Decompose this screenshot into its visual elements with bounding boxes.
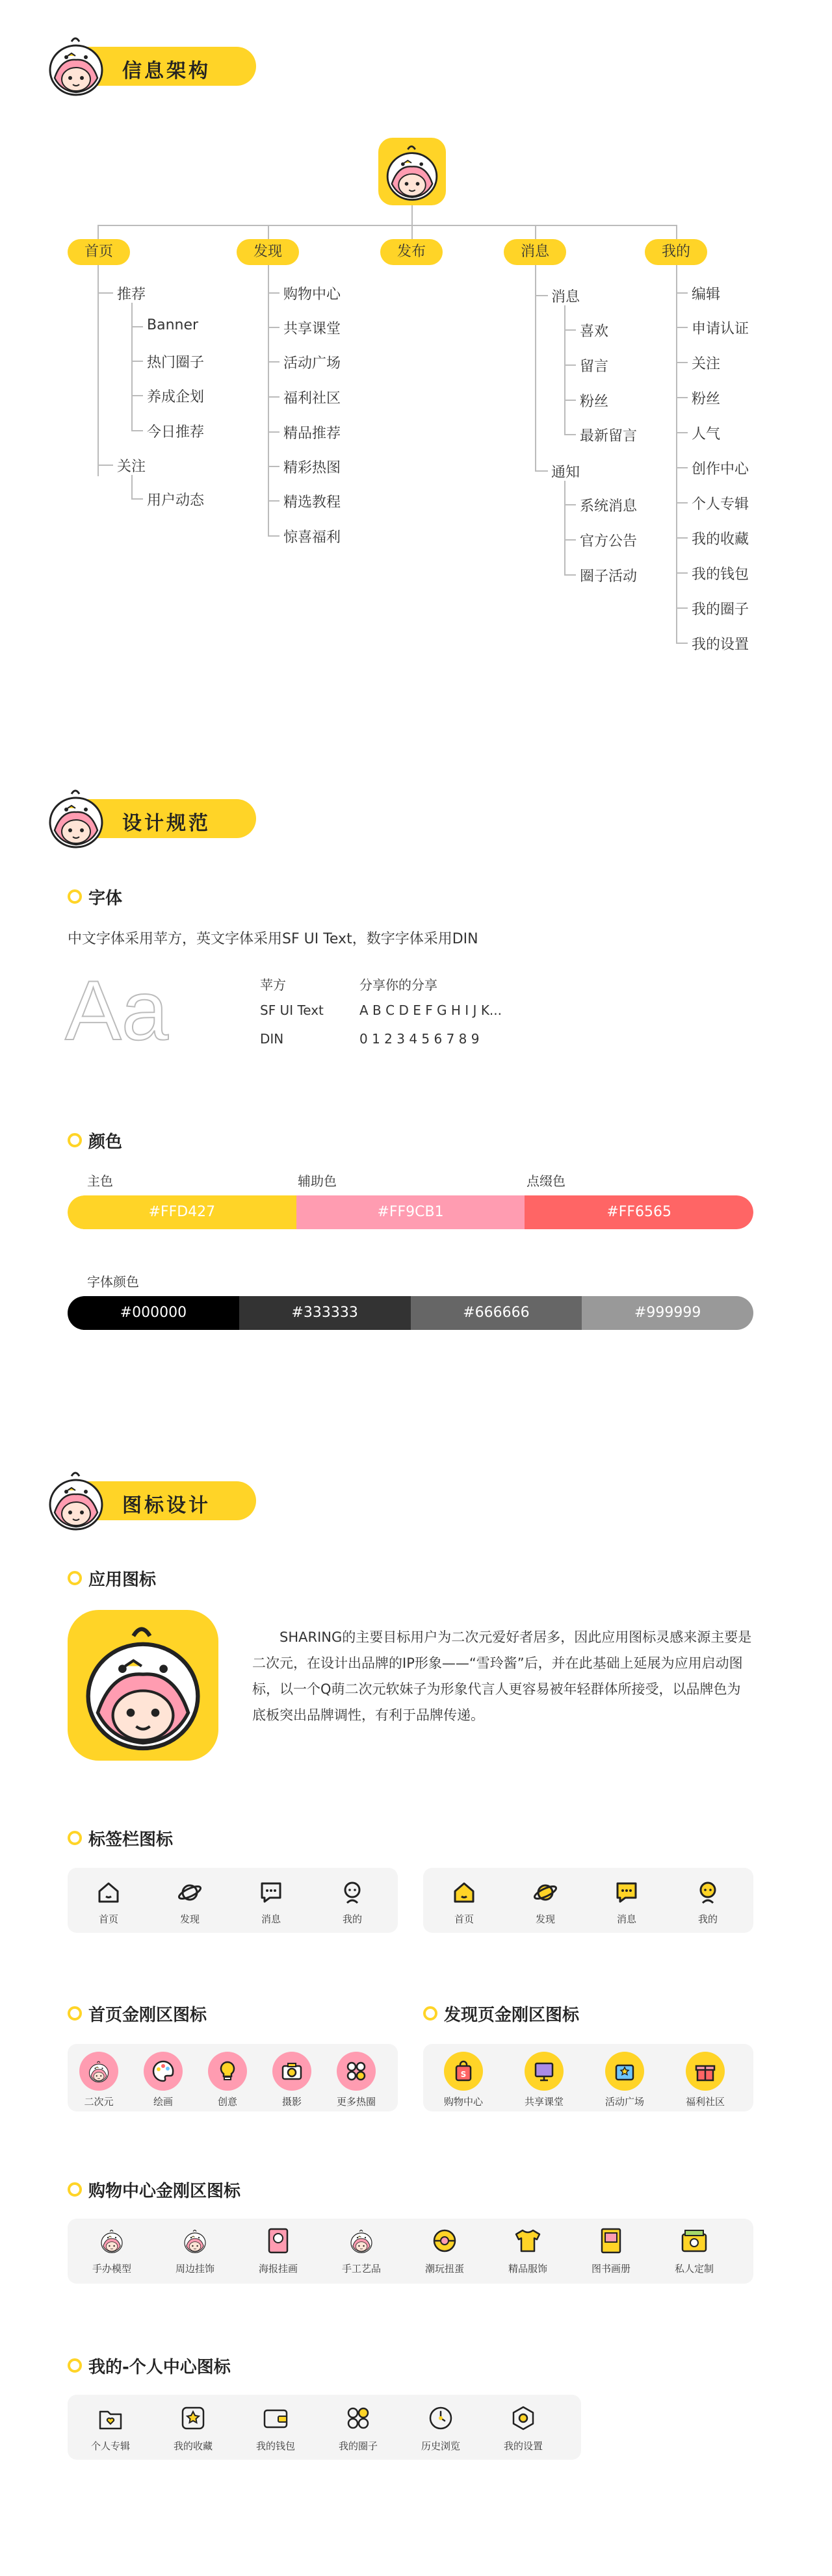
font-sample-aa: Aa — [65, 963, 169, 1058]
tab-label: 发现 — [179, 1913, 200, 1925]
tree-leaf: 养成企划 — [147, 389, 205, 405]
color-label: 点缀色 — [526, 1173, 566, 1189]
color-swatch: #FF6565 — [525, 1195, 753, 1229]
mine-icon-item[interactable] — [167, 2404, 219, 2453]
kingkong-item[interactable] — [169, 2226, 221, 2275]
shop-kingkong-panel — [68, 2219, 753, 2284]
tab-mine[interactable] — [326, 1880, 378, 1926]
bullet-icon — [68, 1571, 82, 1585]
section-title: 信息架构 — [122, 60, 211, 83]
gashapon-icon — [430, 2226, 459, 2255]
kingkong-item[interactable] — [679, 2052, 731, 2108]
mascot-icon — [40, 32, 112, 97]
section-title: 图标设计 — [122, 1494, 211, 1517]
tab-message-active[interactable] — [601, 1880, 653, 1926]
kingkong-item[interactable] — [599, 2052, 651, 2108]
tab-message[interactable] — [245, 1880, 297, 1926]
tree-leaf: 用户动态 — [147, 492, 205, 509]
kingkong-label: 福利社区 — [685, 2096, 725, 2108]
kingkong-label: 手工艺品 — [341, 2263, 381, 2275]
tree-leaf: 粉丝 — [692, 391, 721, 407]
mine-icon-label: 个人专辑 — [90, 2440, 130, 2452]
tree-leaf: 关注 — [117, 459, 146, 475]
album-icon — [96, 2404, 125, 2432]
kingkong-label: 手办模型 — [92, 2263, 131, 2275]
mine-icon-label: 历史浏览 — [421, 2440, 460, 2452]
node-message: 消息 — [504, 239, 566, 265]
tree-leaf: 个人专辑 — [692, 496, 749, 513]
tab-discover[interactable] — [164, 1880, 216, 1926]
app-icon-large — [68, 1610, 218, 1761]
figure-model-icon — [98, 2226, 126, 2255]
settings-hexagon-icon — [509, 2404, 538, 2432]
tab-label: 发现 — [535, 1913, 555, 1925]
color-swatch: #666666 — [411, 1296, 582, 1330]
mascot-icon — [68, 1610, 218, 1761]
tree-leaf: Banner — [147, 317, 199, 333]
mine-icon-item[interactable] — [250, 2404, 302, 2453]
subsection-title: 标签栏图标 — [88, 1830, 174, 1850]
kingkong-item[interactable] — [518, 2052, 570, 2108]
kingkong-label: 海报挂画 — [258, 2263, 298, 2275]
tree-leaf: 官方公告 — [580, 533, 638, 550]
tab-label: 我的 — [697, 1913, 718, 1925]
poster-icon — [264, 2226, 292, 2255]
font-desc: 中文字体采用苹方，英文字体采用SF UI Text，数字字体采用DIN — [68, 931, 478, 947]
kingkong-label: 图书画册 — [591, 2263, 630, 2275]
kingkong-label: 绘画 — [153, 2096, 173, 2108]
tshirt-icon — [514, 2226, 542, 2255]
gift-icon — [686, 2052, 725, 2091]
subsection-title: 首页金刚区图标 — [88, 2006, 207, 2025]
kingkong-item[interactable] — [137, 2052, 189, 2108]
mine-icon-item[interactable] — [84, 2404, 136, 2453]
anime-icon — [79, 2052, 118, 2091]
subsection-title: 颜色 — [88, 1132, 123, 1152]
discover-kingkong-panel — [423, 2044, 753, 2111]
subsection-title: 发现页金刚区图标 — [444, 2006, 580, 2025]
classroom-screen-icon — [525, 2052, 564, 2091]
circles-grid-icon — [344, 2404, 372, 2432]
tab-home[interactable] — [83, 1880, 135, 1926]
tabbar-panel-active — [423, 1868, 753, 1933]
favorite-star-icon — [179, 2404, 207, 2432]
app-icon-desc: SHARING的主要目标用户为二次元爱好者居多，因此应用图标灵感来源主要是二次元，在设计出品牌的IP形象——“雪玲酱”后，并在此基础上延展为应用启动图标，以一个Q萌二次元软妹子为形象代言人更容易被年轻群体所接受，以品牌色为底板突出品牌调性，有利于品牌传递。 — [252, 1629, 752, 1723]
app-icon-small — [378, 138, 446, 205]
kingkong-label: 更多热圈 — [336, 2096, 376, 2108]
font-row-sample: 分享你的分享 — [359, 977, 437, 993]
kingkong-label: 购物中心 — [443, 2096, 483, 2108]
palette-icon — [144, 2052, 183, 2091]
color-swatch: #FFD427 — [68, 1195, 296, 1229]
kingkong-item[interactable] — [330, 2052, 382, 2108]
tabbar-panel-inactive — [68, 1868, 398, 1933]
mine-icon-item[interactable] — [497, 2404, 549, 2453]
planet-icon — [177, 1880, 203, 1906]
tree-leaf: 最新留言 — [580, 428, 638, 444]
color-swatch: #FF9CB1 — [296, 1195, 525, 1229]
subsection-title: 我的-个人中心图标 — [88, 2358, 231, 2377]
history-clock-icon — [426, 2404, 455, 2432]
handcraft-icon — [347, 2226, 376, 2255]
tree-leaf: 购物中心 — [283, 287, 341, 303]
kingkong-label: 私人定制 — [674, 2263, 714, 2275]
main-color-bar — [68, 1195, 753, 1229]
font-color-bar — [68, 1296, 753, 1330]
mine-icon-label: 我的收藏 — [173, 2440, 213, 2452]
tree-leaf: 人气 — [692, 426, 721, 442]
user-icon — [339, 1880, 365, 1906]
kingkong-item[interactable] — [73, 2052, 125, 2108]
camera-icon — [272, 2052, 311, 2091]
mine-icon-label: 我的设置 — [503, 2440, 543, 2452]
tree-leaf: 关注 — [692, 356, 721, 372]
tree-leaf: 福利社区 — [283, 390, 341, 407]
tree-leaf: 留言 — [580, 359, 609, 375]
home-icon — [451, 1880, 477, 1906]
bullet-icon — [423, 2006, 437, 2021]
tree-leaf: 创作中心 — [692, 461, 749, 478]
tree-leaf: 精选教程 — [283, 494, 341, 511]
chat-icon — [614, 1880, 640, 1906]
node-home: 首页 — [68, 239, 130, 265]
activity-square-icon — [605, 2052, 644, 2091]
tree-leaf: 推荐 — [117, 287, 146, 303]
tree-leaf: 我的设置 — [692, 637, 749, 653]
kingkong-label: 共享课堂 — [524, 2096, 564, 2108]
kingkong-label: 摄影 — [281, 2096, 302, 2108]
kingkong-item[interactable] — [419, 2226, 471, 2275]
lightbulb-icon — [208, 2052, 247, 2091]
tab-label: 消息 — [616, 1913, 636, 1925]
color-swatch: #000000 — [68, 1296, 239, 1330]
tree-leaf: 申请认证 — [692, 321, 749, 337]
bullet-icon — [68, 2006, 82, 2021]
mascot-icon — [40, 785, 112, 850]
kingkong-label: 精品服饰 — [508, 2263, 547, 2275]
color-swatch: #333333 — [239, 1296, 411, 1330]
bullet-icon — [68, 1831, 82, 1845]
subsection-title: 字体 — [88, 889, 123, 908]
font-row-name: SF UI Text — [260, 1002, 324, 1018]
tab-mine-active[interactable] — [682, 1880, 734, 1926]
mascot-icon — [40, 1467, 112, 1532]
node-mine: 我的 — [645, 239, 707, 265]
kingkong-item[interactable] — [86, 2226, 138, 2275]
chat-icon — [258, 1880, 284, 1906]
bullet-icon — [68, 889, 82, 904]
tree-leaf: 精彩热图 — [283, 460, 341, 476]
tree-leaf: 粉丝 — [580, 394, 609, 410]
kingkong-item[interactable] — [335, 2226, 387, 2275]
subsection-title: 购物中心金刚区图标 — [88, 2182, 241, 2201]
wallet-icon — [261, 2404, 290, 2432]
color-label: 辅助色 — [298, 1173, 337, 1189]
book-icon — [597, 2226, 625, 2255]
kingkong-item[interactable] — [585, 2226, 637, 2275]
section-header-ia — [40, 32, 261, 91]
tree-leaf: 共享课堂 — [283, 321, 341, 337]
font-row-name: DIN — [260, 1031, 284, 1047]
tree-leaf: 我的圈子 — [692, 602, 749, 618]
node-publish: 发布 — [380, 239, 443, 265]
color-swatch: #999999 — [582, 1296, 753, 1330]
mine-icons-panel — [68, 2395, 581, 2460]
mine-icon-label: 我的圈子 — [338, 2440, 378, 2452]
tree-leaf: 系统消息 — [580, 498, 638, 515]
kingkong-item[interactable] — [437, 2052, 489, 2108]
node-discover: 发现 — [237, 239, 299, 265]
tree-leaf: 我的钱包 — [692, 567, 749, 583]
tab-label: 首页 — [98, 1913, 118, 1925]
bullet-icon — [68, 2358, 82, 2373]
tab-label: 首页 — [454, 1913, 474, 1925]
bullet-icon — [68, 2182, 82, 2197]
kingkong-label: 潮玩扭蛋 — [424, 2263, 464, 2275]
tab-label: 我的 — [342, 1913, 362, 1925]
tab-discover-active[interactable] — [519, 1880, 571, 1926]
tree-leaf: 编辑 — [692, 287, 721, 303]
tree-leaf: 圈子活动 — [580, 568, 638, 585]
tree-leaf: 精品推荐 — [283, 426, 341, 442]
kingkong-item[interactable] — [266, 2052, 318, 2108]
section-header-icons — [40, 1467, 261, 1525]
tree-leaf: 热门圈子 — [147, 355, 205, 371]
kingkong-item[interactable] — [202, 2052, 254, 2108]
subsection-title: 应用图标 — [88, 1570, 157, 1590]
kingkong-label: 二次元 — [84, 2096, 114, 2108]
mine-icon-item[interactable] — [415, 2404, 467, 2453]
more-grid-icon — [337, 2052, 376, 2091]
tree-leaf: 通知 — [551, 465, 580, 481]
tab-label: 消息 — [261, 1913, 281, 1925]
tree-leaf: 消息 — [551, 289, 580, 305]
kingkong-item[interactable] — [502, 2226, 554, 2275]
bullet-icon — [68, 1133, 82, 1147]
kingkong-label: 活动广场 — [604, 2096, 644, 2108]
color-label: 字体颜色 — [87, 1274, 139, 1290]
section-title: 设计规范 — [122, 812, 211, 835]
tree-leaf: 惊喜福利 — [283, 529, 341, 546]
mine-icon-item[interactable] — [332, 2404, 384, 2453]
user-icon — [695, 1880, 721, 1906]
kingkong-item[interactable] — [252, 2226, 304, 2275]
tab-home-active[interactable] — [438, 1880, 490, 1926]
kingkong-label: 周边挂饰 — [175, 2263, 214, 2275]
mascot-icon — [378, 138, 446, 205]
color-label: 主色 — [87, 1173, 113, 1189]
font-row-sample: A B C D E F G H I J K... — [359, 1002, 502, 1018]
home-icon — [96, 1880, 122, 1906]
section-header-spec — [40, 785, 261, 843]
font-row-sample: 0 1 2 3 4 5 6 7 8 9 — [359, 1031, 480, 1047]
planet-icon — [532, 1880, 558, 1906]
kingkong-label: 创意 — [217, 2096, 237, 2108]
tree-leaf: 今日推荐 — [147, 424, 205, 440]
font-row-name: 苹方 — [260, 977, 286, 993]
shopping-bag-icon — [444, 2052, 483, 2091]
home-kingkong-panel — [68, 2044, 398, 2111]
tree-leaf: 我的收藏 — [692, 531, 749, 548]
svg-text:S: S — [460, 2070, 467, 2079]
custom-box-icon — [680, 2226, 708, 2255]
tree-leaf: 喜欢 — [580, 324, 609, 340]
keychain-icon — [181, 2226, 209, 2255]
tree-leaf: 活动广场 — [283, 355, 341, 372]
kingkong-item[interactable] — [668, 2226, 720, 2275]
mine-icon-label: 我的钱包 — [255, 2440, 295, 2452]
